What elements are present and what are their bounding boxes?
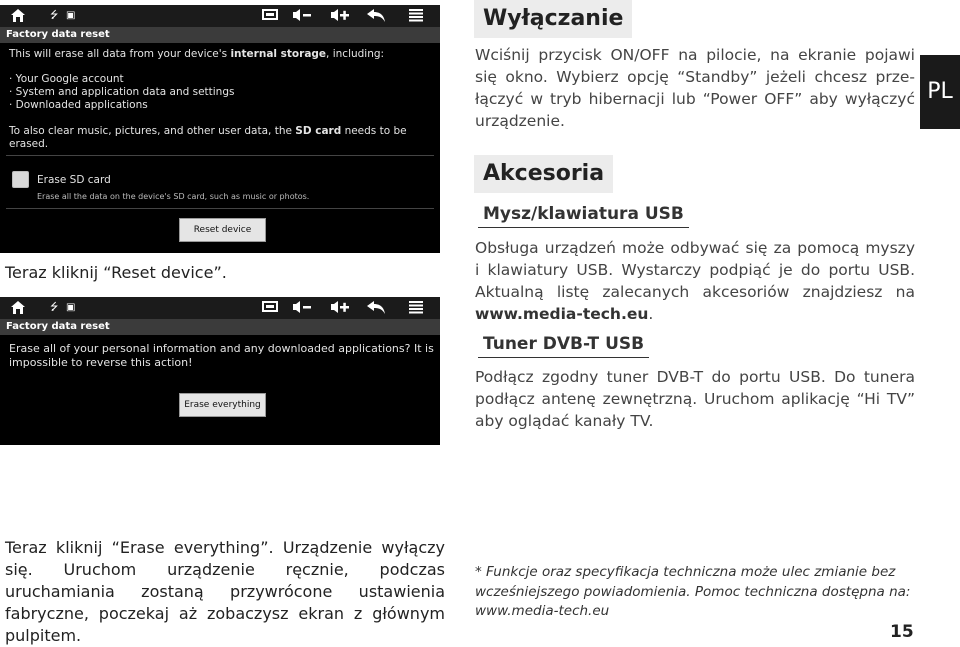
volume-up-icon[interactable] [330, 300, 350, 314]
divider [6, 208, 434, 209]
caption-reset: Teraz kliknij “Reset device”. [5, 263, 227, 282]
dialog-title: Factory data reset [0, 319, 440, 335]
heading-dvb-tuner: Tuner DVB-T USB [478, 334, 649, 358]
status-bar [0, 5, 440, 27]
screenshot-icon[interactable] [262, 300, 278, 313]
caption-erase: Teraz kliknij “Erase everything”. Urządzenie wyłączy się. Uruchom urządzenie ręcznie, podczas uruchamiania zostaną przywrócone ustawienia fabryczne, poczekaj aż zobaczysz ekran z głównym pulpitem. [5, 538, 445, 645]
dialog-title: Factory data reset [0, 27, 440, 43]
android-icon: ▣ [66, 302, 76, 313]
menu-icon[interactable] [408, 300, 424, 314]
back-icon[interactable] [366, 300, 386, 315]
page-number: 15 [890, 622, 914, 642]
heading-mouse-keyboard: Mysz/klawiatura USB [478, 204, 689, 228]
usb-icon: ⭍ [50, 10, 59, 21]
shutdown-text: Wciśnij przycisk ON/OFF na pilocie, na ekranie pojawi się okno. Wybierz opcję “Standby” jeżeli chcesz prze-łączyć w tryb hibernacji lub “Power OFF” aby wyłączyć urządzenie. [475, 46, 915, 130]
list-item: · Downloaded applications [9, 99, 148, 111]
erase-sd-description: Erase all the data on the device's SD card, such as music or photos. [37, 192, 310, 201]
screenshot-icon[interactable] [262, 8, 278, 21]
erase-sd-label: Erase SD card [37, 174, 111, 186]
volume-down-icon[interactable] [292, 8, 312, 22]
clear-sd-text: To also clear music, pictures, and other user data, the SD card needs to be erased. [9, 125, 407, 150]
heading-shutdown: Wyłączanie [474, 0, 632, 38]
android-icon: ▣ [66, 10, 76, 21]
divider [6, 155, 434, 156]
intro-text: This will erase all data from your device's internal storage, including: [9, 48, 385, 60]
erase-everything-button[interactable]: Erase everything [179, 393, 266, 417]
footnote: * Funkcje oraz specyfikacja techniczna może ulec zmianie bez wcześniejszego powiadomienia. Pomoc techniczna dostępna na: www.media-tech.eu [475, 564, 911, 619]
volume-down-icon[interactable] [292, 300, 312, 314]
usb-icon: ⭍ [50, 302, 59, 313]
erase-list [9, 73, 234, 112]
screenshot-factory-reset [0, 5, 440, 253]
erase-sd-checkbox[interactable] [12, 171, 29, 188]
status-bar [0, 297, 440, 319]
screenshot-erase-confirm [0, 297, 440, 445]
menu-icon[interactable] [408, 8, 424, 22]
home-icon[interactable] [10, 300, 26, 315]
erase-warning-text: Erase all of your personal information and any downloaded applications? It is impossible to reverse this action! [9, 342, 434, 369]
back-icon[interactable] [366, 8, 386, 23]
heading-accessories: Akcesoria [474, 155, 613, 193]
list-item: · Your Google account [9, 73, 124, 85]
volume-up-icon[interactable] [330, 8, 350, 22]
dvb-tuner-text: Podłącz zgodny tuner DVB-T do portu USB. Do tunera podłącz antenę zewnętrzną. Uruchom aplikację “Hi TV” aby oglądać kanały TV. [475, 368, 915, 430]
reset-device-button[interactable]: Reset device [179, 218, 266, 242]
language-tab: PL [920, 55, 960, 129]
list-item: · System and application data and settings [9, 86, 235, 98]
mouse-keyboard-text: Obsługa urządzeń może odbywać się za pomocą myszy i klawiatury USB. Wystarczy podpiąć je do portu USB. Aktualną listę zalecanych akcesoriów znajdziesz na www.media-tech.eu. [475, 239, 915, 323]
website-link[interactable]: www.media-tech.eu [475, 305, 649, 323]
home-icon[interactable] [10, 8, 26, 23]
